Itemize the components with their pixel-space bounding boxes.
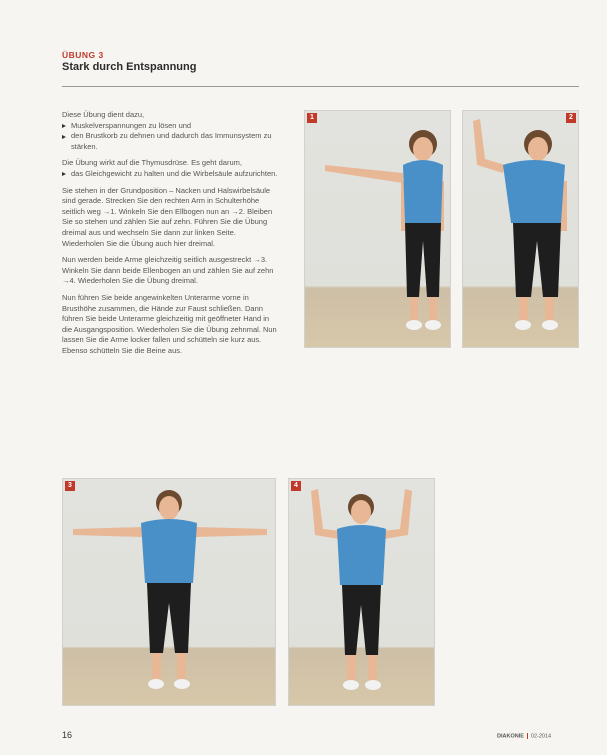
photo-2 <box>462 110 579 348</box>
photo-badge: 4 <box>291 481 301 491</box>
bullet-item: Muskelverspannungen zu lösen und <box>62 121 278 132</box>
header-divider <box>62 86 579 87</box>
photo-badge: 3 <box>65 481 75 491</box>
photo-badge: 1 <box>307 113 317 123</box>
paragraph-4: Nun werden beide Arme gleichzeitig seitlich ausgestreckt →3. Winkeln Sie dann beide Ellenbogen an und zählen Sie auf zehn →4. Wiederholen Sie die Übung dreimal. <box>62 255 274 286</box>
page-title: Stark durch Entspannung <box>62 61 197 73</box>
bullet-item: den Brustkorb zu dehnen und dadurch das Immunsystem zu stärken. <box>62 131 278 152</box>
paragraph-3: Sie stehen in der Grundposition – Nacken und Halswirbelsäule sind gerade. Strecken Sie den rechten Arm in Schulterhöhe seitlich weg →1. Winkeln Sie den Ellbogen nun an →2. Bleiben Sie so stehen und zählen Sie auf zehn. Führen Sie die Übung dreimal aus und wechseln Sie dann zur linken Seite. Wiederholen Sie die Übung auch hier dreimal. <box>62 185 273 248</box>
photo-4 <box>288 478 435 706</box>
issue-number: 02-2014 <box>530 733 552 740</box>
figure-both-arms-side-icon <box>63 479 275 705</box>
figure-arm-side-icon <box>305 111 450 347</box>
page-number: 16 <box>62 730 73 740</box>
paragraph-5: Nun führen Sie beide angewinkelten Unterarme vorne in Brusthöhe zusammen, die Hände zur Faust schließen. Dann führen Sie beide Unterarme gleichzeitig mit geöffneter Hand in die Ausgangsposition. Wiederholen Sie die Übung zehnmal. Nun lassen Sie die Arme locker fallen und schütteln sie kurz aus. Ebenso schütteln Sie die Beine aus. <box>62 292 277 355</box>
exercise-text <box>62 110 278 362</box>
paragraph-2-intro: Die Übung wirkt auf die Thymusdrüse. Es geht darum, <box>62 158 242 168</box>
figure-both-elbows-bent-icon <box>289 479 434 705</box>
exercise-kicker: ÜBUNG 3 <box>62 50 104 60</box>
photo-3 <box>62 478 276 706</box>
intro-bullet-list <box>62 121 278 153</box>
footer-magazine-info <box>497 733 551 739</box>
bullet-item: das Gleichgewicht zu halten und die Wirbelsäule aufzurichten. <box>62 169 278 180</box>
paragraph-2-bullet-list <box>62 169 278 180</box>
photo-1 <box>304 110 451 348</box>
intro-text: Diese Übung dient dazu, <box>62 110 145 119</box>
footer-separator <box>527 733 528 739</box>
magazine-name: DIAKONIE <box>497 733 524 740</box>
figure-elbow-bent-icon <box>463 111 578 347</box>
photo-badge: 2 <box>566 113 576 123</box>
